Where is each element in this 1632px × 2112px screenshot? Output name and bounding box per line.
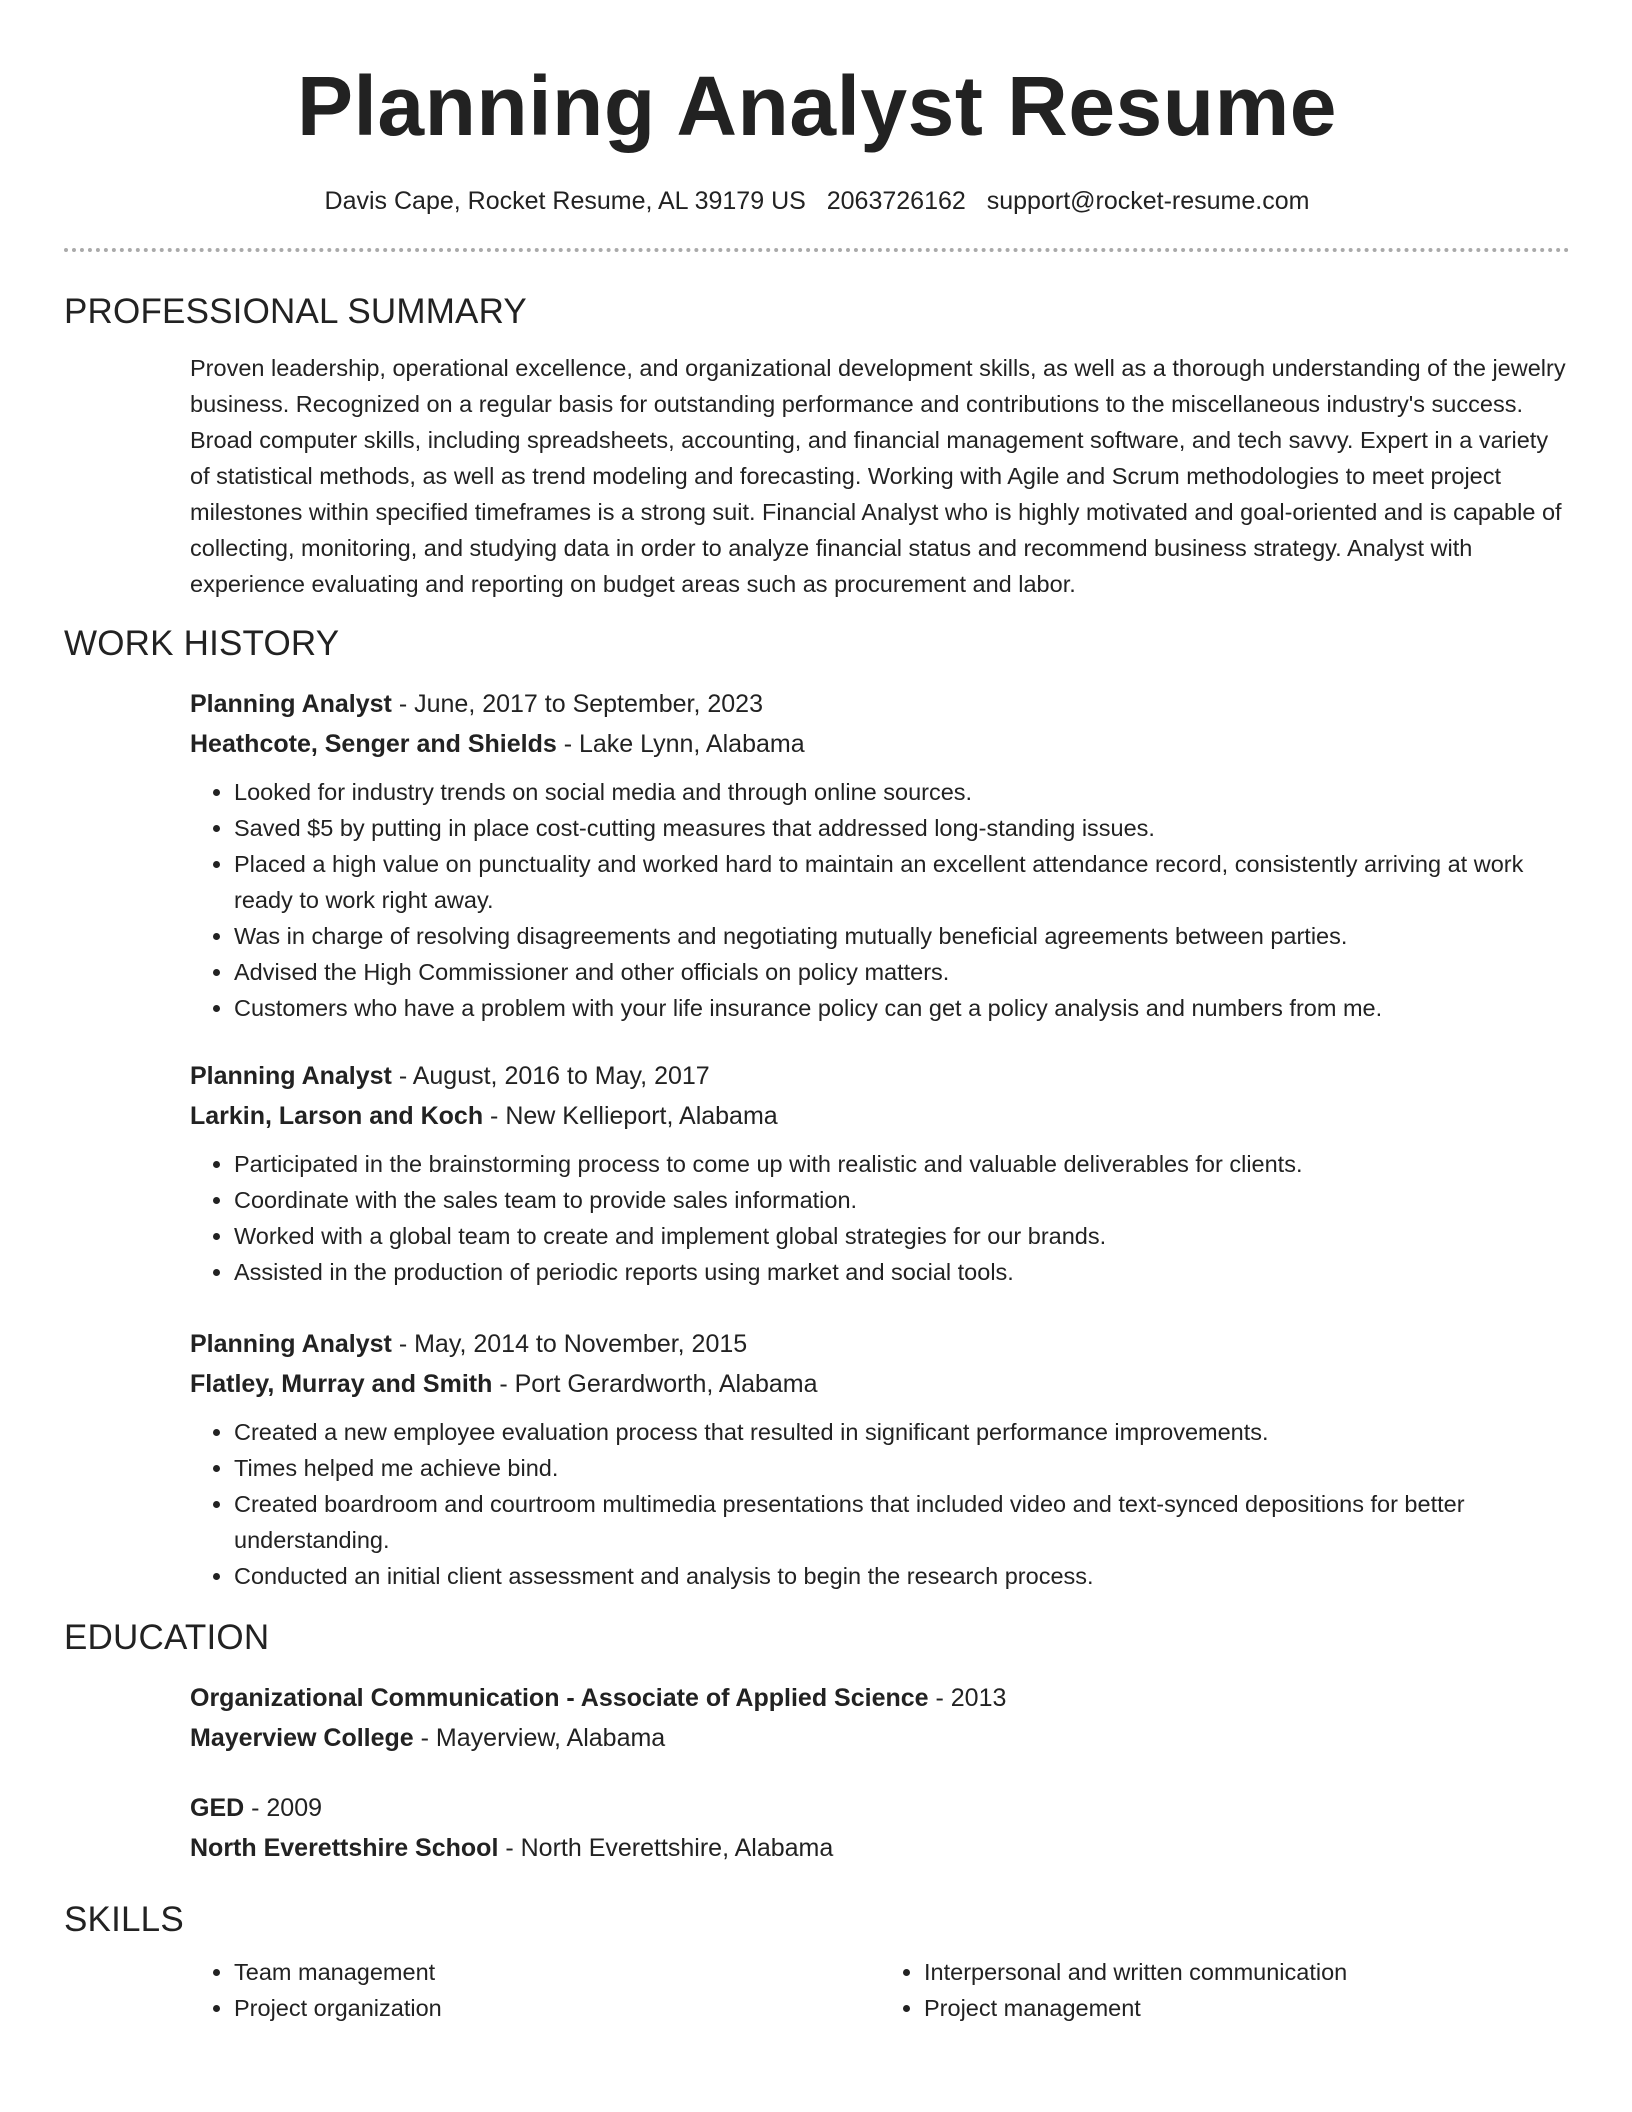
job-bullet: • Times helped me achieve bind. xyxy=(234,1450,1570,1486)
job-dates: - May, 2014 to November, 2015 xyxy=(391,1330,748,1358)
degree-year: - 2009 xyxy=(244,1794,323,1822)
skill-item: • Interpersonal and written communication xyxy=(924,1954,1570,1990)
skills-list-left xyxy=(190,1954,880,2026)
summary-section xyxy=(190,350,1570,602)
job-company-line xyxy=(190,724,1570,764)
degree: GED xyxy=(190,1794,245,1822)
skills-list-right xyxy=(880,1954,1570,2026)
skills-heading: SKILLS xyxy=(64,1900,184,1939)
degree-line xyxy=(190,1678,1570,1718)
work-history-section xyxy=(190,684,1570,1594)
summary-text: Proven leadership, operational excellence, and organizational development skills, as well as a thorough understanding of the jewelry business. Recognized on a regular basis for outstanding performance and contributions to the miscellaneous industry's success. Broad computer skills, including spreadsheets, accounting, and financial management software, and tech savvy. Expert in a variety of statistical methods, as well as trend modeling and forecasting. Working with Agile and Scrum methodologies to meet project milestones within specified timeframes is a strong suit. Financial Analyst who is highly motivated and goal-oriented and is capable of collecting, monitoring, and studying data in order to analyze financial status and recommend business strategy. Analyst with experience evaluating and reporting on budget areas such as procurement and labor. xyxy=(190,355,1566,597)
education-section xyxy=(190,1678,1570,1868)
job-entry xyxy=(190,1056,1570,1290)
school-location: - Mayerview, Alabama xyxy=(413,1724,666,1752)
job-company-line xyxy=(190,1096,1570,1136)
skill-item: • Project management xyxy=(924,1990,1570,2026)
job-company: Heathcote, Senger and Shields xyxy=(190,730,557,758)
school-line xyxy=(190,1718,1570,1758)
summary-heading: PROFESSIONAL SUMMARY xyxy=(64,292,527,331)
header-divider xyxy=(64,248,1570,252)
job-bullet: • Conducted an initial client assessment and analysis to begin the research process. xyxy=(234,1558,1570,1594)
skills-section xyxy=(190,1954,1570,2026)
school-line xyxy=(190,1828,1570,1868)
job-title-line xyxy=(190,684,1570,724)
job-dates: - June, 2017 to September, 2023 xyxy=(391,690,763,718)
skill-item: • Project organization xyxy=(234,1990,880,2026)
job-bullet: • Worked with a global team to create and implement global strategies for our brands. xyxy=(234,1218,1570,1254)
job-location: - Lake Lynn, Alabama xyxy=(556,730,805,758)
skills-columns xyxy=(190,1954,1570,2026)
job-bullet: • Was in charge of resolving disagreements and negotiating mutually beneficial agreements between parties. xyxy=(234,918,1570,954)
education-heading: EDUCATION xyxy=(64,1618,270,1657)
job-bullet: • Placed a high value on punctuality and worked hard to maintain an excellent attendance record, consistently arriving at work ready to work right away. xyxy=(234,846,1570,918)
contact-line xyxy=(64,184,1570,218)
degree-line xyxy=(190,1788,1570,1828)
job-title-line xyxy=(190,1056,1570,1096)
job-bullet: • Looked for industry trends on social media and through online sources. xyxy=(234,774,1570,810)
job-bullet: • Participated in the brainstorming process to come up with realistic and valuable deliverables for clients. xyxy=(234,1146,1570,1182)
job-bullets xyxy=(190,1414,1570,1594)
work-history-heading: WORK HISTORY xyxy=(64,624,340,663)
skill-item: • Team management xyxy=(234,1954,880,1990)
job-bullet: • Assisted in the production of periodic reports using market and social tools. xyxy=(234,1254,1570,1290)
job-title: Planning Analyst xyxy=(190,1330,392,1358)
job-title-line xyxy=(190,1324,1570,1364)
school: Mayerview College xyxy=(190,1724,414,1752)
job-company: Flatley, Murray and Smith xyxy=(190,1370,493,1398)
job-bullet: • Coordinate with the sales team to provide sales information. xyxy=(234,1182,1570,1218)
degree-year: - 2013 xyxy=(928,1684,1007,1712)
job-entry xyxy=(190,684,1570,1026)
job-bullets xyxy=(190,1146,1570,1290)
degree: Organizational Communication - Associate of Applied Science xyxy=(190,1684,929,1712)
job-location: - Port Gerardworth, Alabama xyxy=(492,1370,818,1398)
contact-address: Davis Cape, Rocket Resume, AL 39179 US xyxy=(324,187,806,215)
contact-email: support@rocket-resume.com xyxy=(986,187,1310,215)
job-dates: - August, 2016 to May, 2017 xyxy=(391,1062,710,1090)
job-bullets xyxy=(190,774,1570,1026)
job-bullet: • Saved $5 by putting in place cost-cutting measures that addressed long-standing issues. xyxy=(234,810,1570,846)
job-location: - New Kellieport, Alabama xyxy=(483,1102,778,1130)
job-bullet: • Created boardroom and courtroom multimedia presentations that included video and text-synced depositions for better understanding. xyxy=(234,1486,1570,1558)
education-entry xyxy=(190,1788,1570,1868)
school: North Everettshire School xyxy=(190,1834,499,1862)
job-title: Planning Analyst xyxy=(190,690,392,718)
job-entry xyxy=(190,1324,1570,1594)
job-title: Planning Analyst xyxy=(190,1062,392,1090)
job-bullet: • Customers who have a problem with your life insurance policy can get a policy analysis and numbers from me. xyxy=(234,990,1570,1026)
page-title: Planning Analyst Resume xyxy=(297,59,1337,153)
job-company-line xyxy=(190,1364,1570,1404)
resume-page xyxy=(64,0,1570,2026)
job-bullet: • Advised the High Commissioner and other officials on policy matters. xyxy=(234,954,1570,990)
job-company: Larkin, Larson and Koch xyxy=(190,1102,484,1130)
education-entry xyxy=(190,1678,1570,1758)
school-location: - North Everettshire, Alabama xyxy=(498,1834,834,1862)
job-bullet: • Created a new employee evaluation process that resulted in significant performance improvements. xyxy=(234,1414,1570,1450)
contact-phone: 2063726162 xyxy=(826,187,966,215)
